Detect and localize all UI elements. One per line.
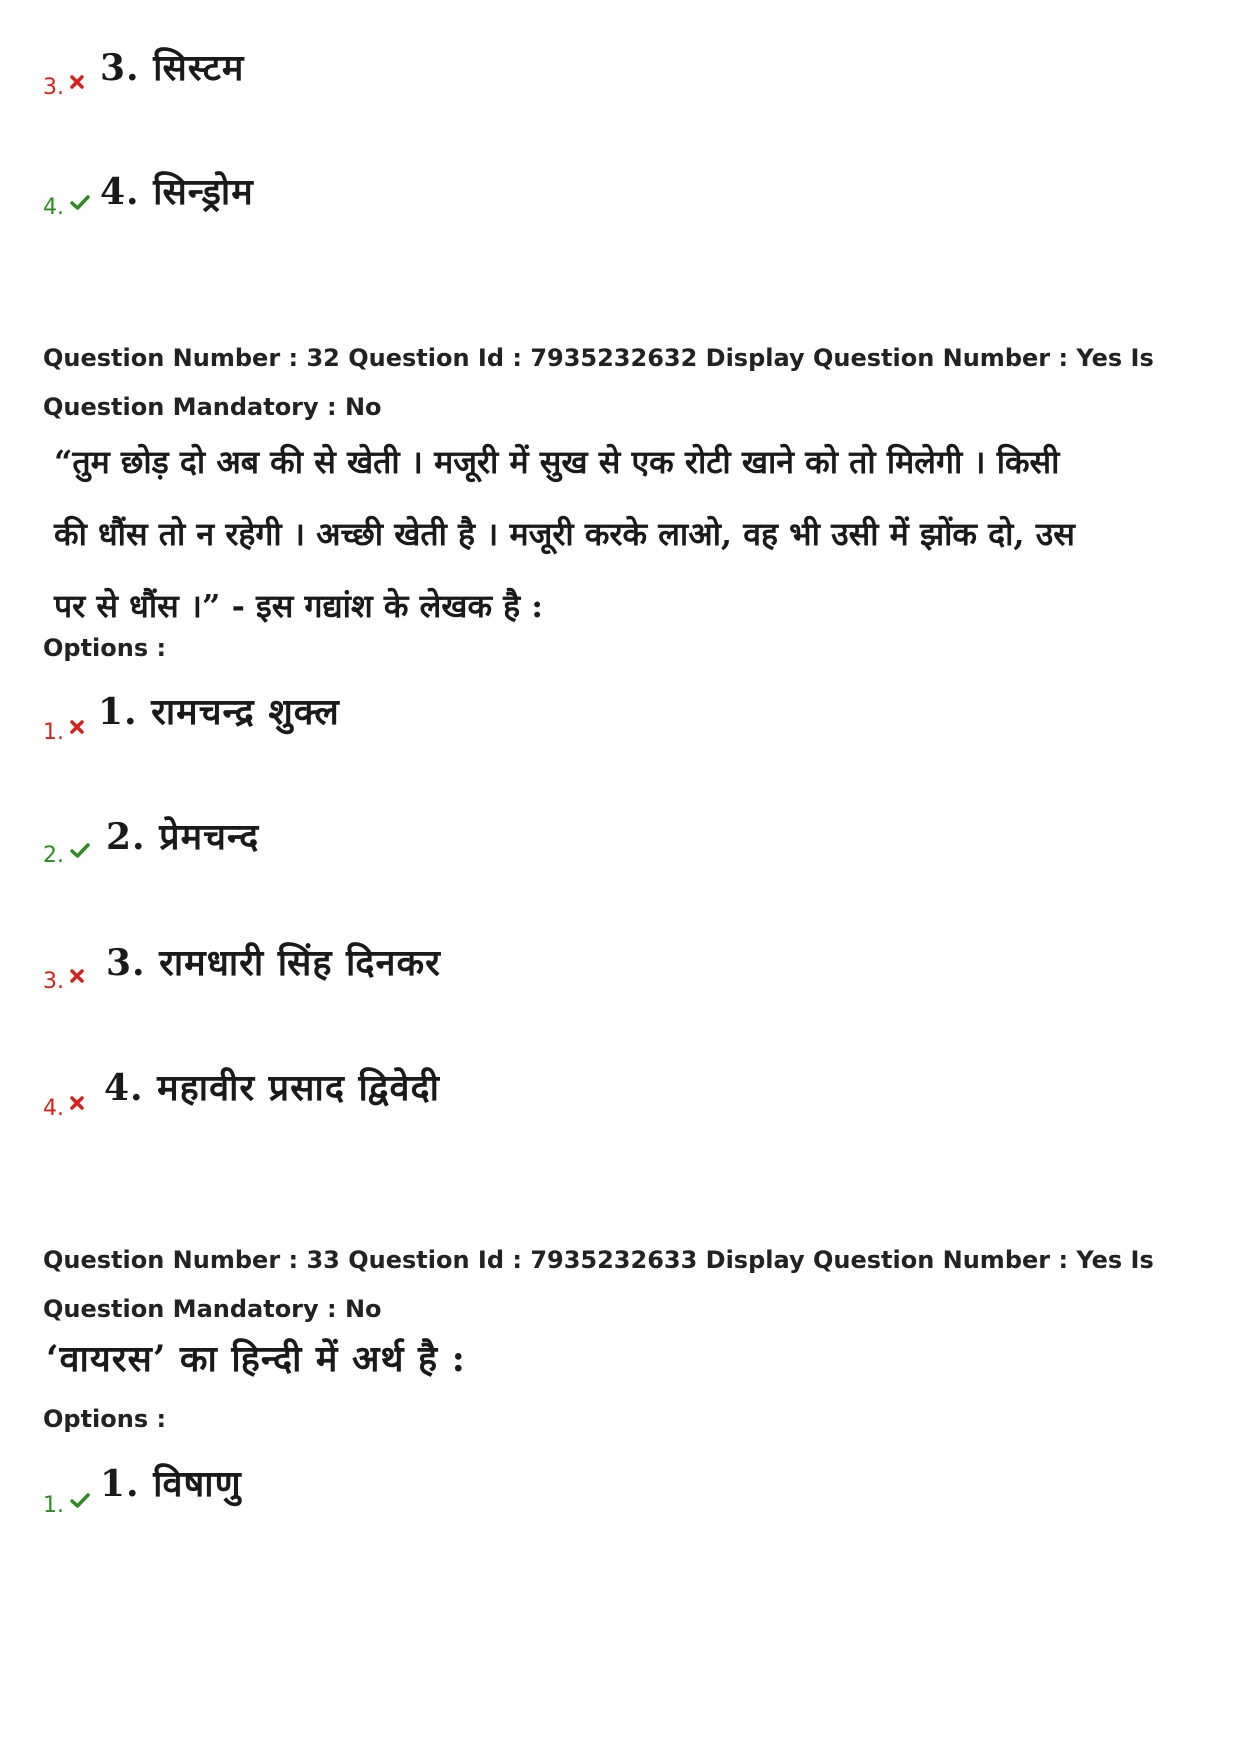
option-number: 3. [43,969,88,994]
option-text: 4. सिन्ड्रोम [100,171,254,213]
option-number: 4. [43,1096,88,1121]
question-meta: Question Number : 33 Question Id : 7935232633 Display Question Number : Yes Is Question Mandatory : No [43,1246,1154,1323]
question-text-line: की धौंस तो न रहेगी । अच्छी खेती है । मजूरी करके लाओ, वह भी उसी में झोंक दो, उस [54,515,1075,553]
option-number: 2. [43,843,88,868]
option-number: 1. [43,720,88,745]
cross-icon [70,75,88,93]
question-meta: Question Number : 32 Question Id : 7935232632 Display Question Number : Yes Is Question Mandatory : No [43,344,1154,421]
options-label: Options : [43,634,167,662]
option-text: 1. रामचन्द्र शुक्ल [98,691,340,733]
option-text: 2. प्रेमचन्द [106,816,260,858]
cross-icon [70,1096,88,1114]
check-icon [70,195,88,213]
option-number: 1. [43,1493,88,1518]
question-text: ‘वायरस’ का हिन्दी में अर्थ है : [46,1338,466,1380]
options-label: Options : [43,1405,167,1433]
cross-icon [70,720,88,738]
option-text: 4. महावीर प्रसाद द्विवेदी [104,1067,440,1109]
option-number: 4. [43,195,88,220]
question-text-line: “तुम छोड़ दो अब की से खेती । मजूरी में सुख से एक रोटी खाने को तो मिलेगी । किसी [54,443,1060,481]
question-text [54,426,1075,642]
option-text: 1. विषाणु [100,1463,242,1505]
question-text-line: पर से धौंस ।” - इस गद्यांश के लेखक है : [54,587,544,625]
check-icon [70,1493,88,1511]
option-text: 3. रामधारी सिंह दिनकर [106,942,441,984]
cross-icon [70,969,88,987]
check-icon [70,843,88,861]
option-number: 3. [43,75,88,100]
option-text: 3. सिस्टम [100,47,245,89]
